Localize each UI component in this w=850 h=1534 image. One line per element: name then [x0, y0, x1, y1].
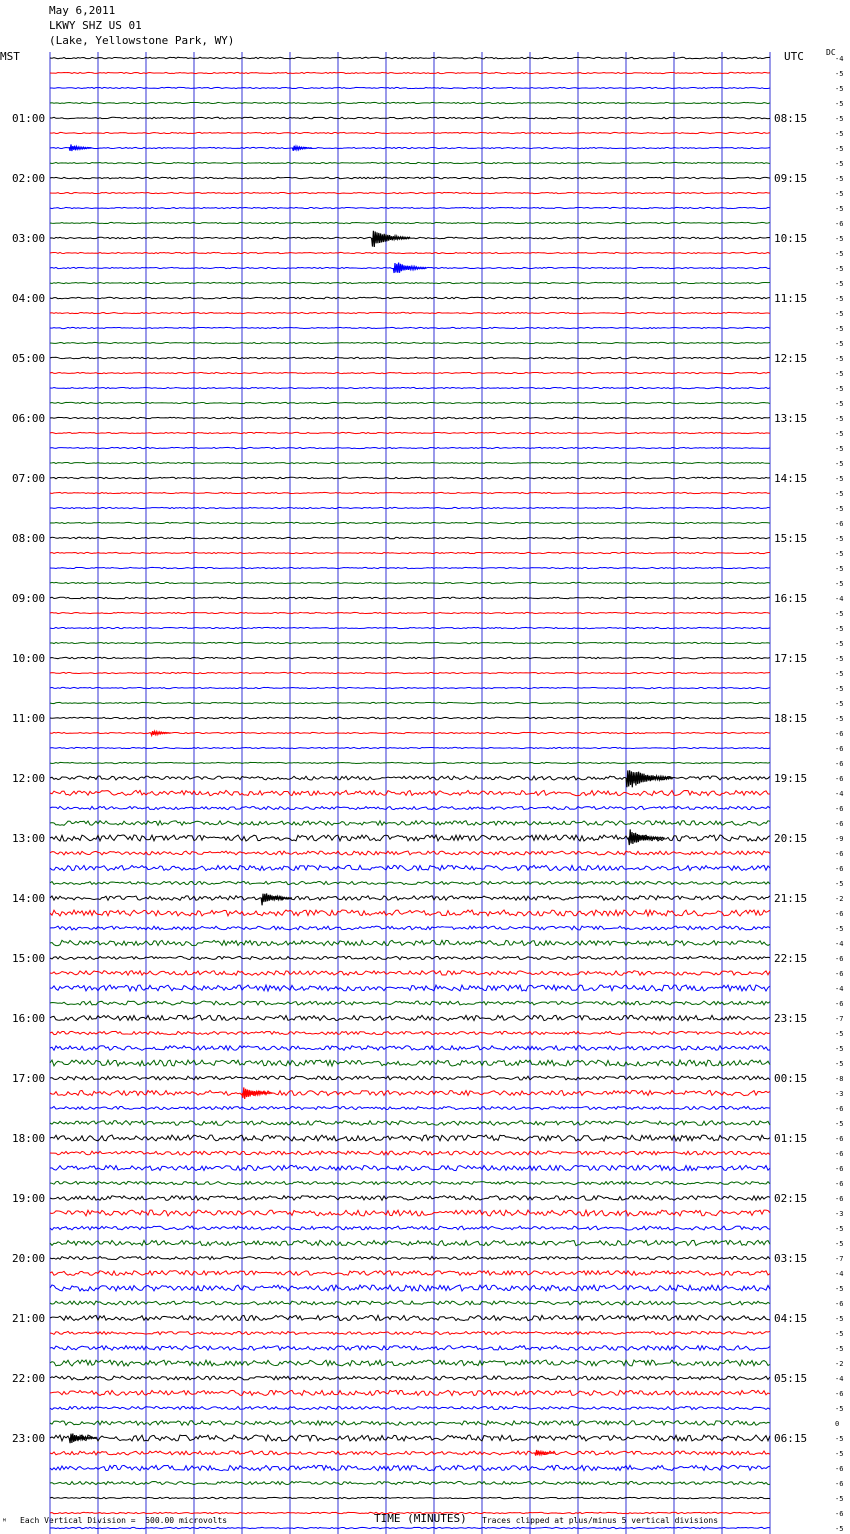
dc-offset-label: -5 — [835, 1225, 844, 1233]
trace-row — [50, 762, 770, 763]
trace-row — [50, 1256, 770, 1259]
trace-row — [50, 132, 770, 133]
dc-offset-label: -5 — [835, 250, 844, 258]
trace-row — [50, 567, 770, 568]
right-hour-label: 09:15 — [774, 172, 808, 185]
dc-offset-label: -6 — [835, 910, 844, 918]
trace-row — [50, 1481, 770, 1484]
dc-offset-label: -6 — [835, 1180, 844, 1188]
left-hour-label: 23:00 — [12, 1432, 46, 1445]
dc-offset-label: -6 — [835, 1510, 844, 1518]
left-hour-label: 16:00 — [12, 1012, 46, 1025]
trace-row — [50, 657, 770, 659]
right-hour-label: 08:15 — [774, 112, 808, 125]
dc-offset-label: -5 — [835, 1060, 844, 1068]
trace-row — [50, 372, 770, 373]
dc-offset-label: -5 — [835, 1120, 844, 1128]
dc-offset-label: -5 — [835, 1330, 844, 1338]
dc-offset-label: -6 — [835, 820, 844, 828]
trace-row — [50, 102, 770, 103]
trace-row — [50, 747, 770, 748]
dc-offset-label: -5 — [835, 610, 844, 618]
division-note: Each Vertical Division = 500.00 microvolts — [20, 1516, 228, 1525]
dc-offset-label: -6 — [835, 970, 844, 978]
dc-offset-label: -5 — [835, 355, 844, 363]
dc-offset-label: -6 — [835, 520, 844, 528]
dc-offset-label: -6 — [835, 745, 844, 753]
trace-row — [50, 672, 770, 673]
event-trace — [628, 829, 664, 845]
trace-row — [50, 1121, 770, 1126]
trace-row — [50, 1390, 770, 1395]
trace-row — [50, 910, 770, 916]
trace-row — [50, 1271, 770, 1276]
dc-offset-label: -4 — [835, 790, 844, 798]
dc-offset-label: -6 — [835, 1150, 844, 1158]
dc-offset-label: -5 — [835, 145, 844, 153]
trace-row — [50, 926, 770, 930]
dc-offset-label: -7 — [835, 1255, 844, 1263]
dc-offset-label: -5 — [835, 550, 844, 558]
trace-row — [50, 357, 770, 359]
trace-row — [50, 1151, 770, 1155]
left-hour-label: 19:00 — [12, 1192, 46, 1205]
dc-offset-label: -6 — [835, 1195, 844, 1203]
dc-offset-label: -5 — [835, 190, 844, 198]
trace-row — [50, 432, 770, 433]
trace-row — [50, 1331, 770, 1334]
trace-row — [50, 1406, 770, 1409]
trace-row — [50, 1451, 770, 1455]
dc-offset-label: -5 — [835, 1045, 844, 1053]
dc-offset-label: -6 — [835, 1465, 844, 1473]
trace-row — [50, 147, 770, 148]
trace-row — [50, 1106, 770, 1109]
dc-offset-label: -5 — [835, 130, 844, 138]
dc-offset-label: -5 — [835, 175, 844, 183]
right-hour-label: 03:15 — [774, 1252, 808, 1265]
trace-row — [50, 387, 770, 388]
event-trace — [242, 1087, 273, 1099]
dc-offset-label: -6 — [835, 850, 844, 858]
dc-offset-label: -5 — [835, 535, 844, 543]
right-hour-label: 12:15 — [774, 352, 808, 365]
right-hour-label: 23:15 — [774, 1012, 808, 1025]
dc-offset-label: -7 — [835, 1015, 844, 1023]
event-trace — [69, 145, 92, 152]
dc-offset-label: -6 — [835, 220, 844, 228]
right-hour-label: 17:15 — [774, 652, 808, 665]
trace-row — [50, 57, 770, 59]
dc-offset-label: -6 — [835, 775, 844, 783]
trace-row — [50, 522, 770, 523]
trace-row — [50, 402, 770, 403]
right-hour-label: 10:15 — [774, 232, 808, 245]
right-hour-label: 20:15 — [774, 832, 808, 845]
dc-offset-label: -6 — [835, 865, 844, 873]
trace-row — [50, 1046, 770, 1051]
trace-row — [50, 417, 770, 419]
left-hour-label: 20:00 — [12, 1252, 46, 1265]
dc-offset-label: -5 — [835, 1525, 844, 1533]
right-hour-label: 19:15 — [774, 772, 808, 785]
trace-row — [50, 177, 770, 179]
left-hour-label: 17:00 — [12, 1072, 46, 1085]
left-hour-label: 22:00 — [12, 1372, 46, 1385]
dc-label: DC — [826, 48, 836, 57]
trace-row — [50, 702, 770, 703]
dc-offset-label: -5 — [835, 625, 844, 633]
trace-row — [50, 790, 770, 795]
dc-offset-label: -6 — [835, 760, 844, 768]
trace-row — [50, 1135, 770, 1141]
trace-row — [50, 537, 770, 539]
right-zone-label: UTC — [784, 50, 804, 63]
trace-row — [50, 642, 770, 643]
dc-offset-label: -6 — [835, 1165, 844, 1173]
right-hour-label: 11:15 — [774, 292, 808, 305]
dc-offset-label: -6 — [835, 955, 844, 963]
dc-offset-label: -5 — [835, 1315, 844, 1323]
dc-offset-label: -5 — [835, 100, 844, 108]
trace-row — [50, 162, 770, 163]
trace-row — [50, 971, 770, 976]
trace-row — [50, 612, 770, 613]
corner-mark: ᴹ — [2, 1517, 7, 1526]
dc-offset-label: -5 — [835, 85, 844, 93]
trace-row — [50, 1497, 770, 1498]
right-hour-label: 05:15 — [774, 1372, 808, 1385]
dc-offset-label: -2 — [835, 1360, 844, 1368]
trace-row — [50, 1512, 770, 1513]
dc-offset-label: -5 — [835, 1240, 844, 1248]
trace-row — [50, 881, 770, 884]
trace-row — [50, 985, 770, 991]
event-trace — [535, 1450, 555, 1456]
left-hour-label: 05:00 — [12, 352, 46, 365]
dc-offset-label: -5 — [835, 415, 844, 423]
event-trace — [292, 146, 312, 151]
dc-offset-label: -2 — [835, 895, 844, 903]
trace-row — [50, 72, 770, 73]
event-trace — [626, 770, 673, 787]
trace-row — [50, 1315, 770, 1320]
x-axis-label: TIME (MINUTES) — [374, 1512, 467, 1525]
trace-row — [50, 1435, 770, 1441]
trace-row — [50, 447, 770, 448]
dc-offset-label: -5 — [835, 490, 844, 498]
left-zone-label: MST — [0, 50, 20, 63]
dc-offset-label: -3 — [835, 1210, 844, 1218]
trace-row — [50, 1360, 770, 1366]
right-hour-label: 02:15 — [774, 1192, 808, 1205]
left-hour-label: 11:00 — [12, 712, 46, 725]
trace-row — [50, 687, 770, 688]
trace-row — [50, 597, 770, 599]
dc-offset-label: -3 — [835, 1090, 844, 1098]
event-trace — [393, 263, 426, 274]
event-trace — [261, 893, 292, 905]
right-hour-label: 01:15 — [774, 1132, 808, 1145]
dc-offset-label: 0 — [835, 1420, 840, 1428]
dc-offset-label: -5 — [835, 265, 844, 273]
trace-row — [50, 1076, 770, 1080]
dc-offset-label: -5 — [835, 445, 844, 453]
trace-row — [50, 851, 770, 855]
trace-row — [50, 222, 770, 223]
dc-offset-label: -9 — [835, 835, 844, 843]
dc-offset-label: -5 — [835, 505, 844, 513]
left-hour-label: 04:00 — [12, 292, 46, 305]
left-hour-label: 18:00 — [12, 1132, 46, 1145]
trace-row — [50, 1181, 770, 1184]
trace-row — [50, 252, 770, 253]
trace-row — [50, 1031, 770, 1034]
dc-offset-label: -5 — [835, 115, 844, 123]
trace-row — [50, 117, 770, 119]
dc-offset-label: -5 — [835, 715, 844, 723]
dc-offset-label: -4 — [835, 595, 844, 603]
dc-offset-label: -6 — [835, 1000, 844, 1008]
dc-offset-label: -6 — [835, 1480, 844, 1488]
trace-row — [50, 896, 770, 901]
dc-offset-label: -4 — [835, 985, 844, 993]
dc-offset-label: -4 — [835, 55, 844, 63]
trace-row — [50, 1527, 770, 1528]
dc-offset-label: -5 — [835, 880, 844, 888]
right-hour-label: 22:15 — [774, 952, 808, 965]
right-hour-label: 13:15 — [774, 412, 808, 425]
trace-row — [50, 507, 770, 508]
dc-offset-label: -5 — [835, 205, 844, 213]
trace-row — [50, 1421, 770, 1426]
dc-offset-label: -5 — [835, 1285, 844, 1293]
trace-row — [50, 1465, 770, 1470]
left-hour-label: 07:00 — [12, 472, 46, 485]
trace-row — [50, 462, 770, 463]
left-hour-label: 10:00 — [12, 652, 46, 665]
dc-offset-label: -4 — [835, 1270, 844, 1278]
dc-offset-label: -4 — [835, 940, 844, 948]
trace-row — [50, 87, 770, 88]
dc-offset-label: -5 — [835, 235, 844, 243]
header-date: May 6,2011 — [49, 4, 116, 17]
trace-row — [50, 1165, 770, 1170]
trace-row — [50, 297, 770, 299]
trace-row — [50, 1226, 770, 1230]
trace-row — [50, 1001, 770, 1005]
dc-offset-label: -6 — [835, 1390, 844, 1398]
left-hour-label: 14:00 — [12, 892, 46, 905]
left-hour-label: 08:00 — [12, 532, 46, 545]
dc-offset-label: -5 — [835, 370, 844, 378]
dc-offset-label: -5 — [835, 1030, 844, 1038]
dc-offset-label: -5 — [835, 160, 844, 168]
dc-offset-label: -5 — [835, 460, 844, 468]
clip-note: Traces clipped at plus/minus 5 vertical divisions — [482, 1516, 719, 1525]
trace-row — [50, 327, 770, 328]
trace-row — [50, 865, 770, 870]
dc-offset-label: -5 — [835, 400, 844, 408]
trace-row — [50, 552, 770, 553]
dc-offset-label: -5 — [835, 640, 844, 648]
event-trace — [69, 1434, 97, 1444]
dc-offset-label: -5 — [835, 580, 844, 588]
dc-offset-label: -6 — [835, 1105, 844, 1113]
event-trace — [372, 231, 411, 247]
header-station: LKWY SHZ US 01 — [49, 19, 142, 32]
header-location: (Lake, Yellowstone Park, WY) — [49, 34, 235, 47]
left-hour-label: 03:00 — [12, 232, 46, 245]
trace-row — [50, 342, 770, 343]
dc-offset-label: -6 — [835, 1135, 844, 1143]
trace-row — [50, 1240, 770, 1245]
trace-row — [50, 1376, 770, 1380]
dc-offset-label: -5 — [835, 310, 844, 318]
dc-offset-label: -6 — [835, 730, 844, 738]
trace-row — [50, 282, 770, 283]
trace-row — [50, 1346, 770, 1351]
trace-row — [50, 1285, 770, 1291]
dc-offset-label: -5 — [835, 925, 844, 933]
dc-offset-label: -4 — [835, 1375, 844, 1383]
right-hour-label: 14:15 — [774, 472, 808, 485]
dc-offset-label: -5 — [835, 430, 844, 438]
trace-row — [50, 627, 770, 628]
dc-offset-label: -5 — [835, 700, 844, 708]
left-hour-label: 13:00 — [12, 832, 46, 845]
right-hour-label: 21:15 — [774, 892, 808, 905]
trace-row — [50, 1090, 770, 1095]
right-hour-label: 04:15 — [774, 1312, 808, 1325]
left-hour-label: 09:00 — [12, 592, 46, 605]
right-hour-label: 18:15 — [774, 712, 808, 725]
dc-offset-label: -5 — [835, 385, 844, 393]
trace-row — [50, 821, 770, 826]
trace-row — [50, 1196, 770, 1201]
trace-row — [50, 1060, 770, 1066]
dc-offset-label: -5 — [835, 475, 844, 483]
left-hour-label: 21:00 — [12, 1312, 46, 1325]
dc-offset-label: -5 — [835, 295, 844, 303]
trace-row — [50, 192, 770, 193]
trace-row — [50, 312, 770, 313]
dc-offset-label: -5 — [835, 565, 844, 573]
left-hour-label: 15:00 — [12, 952, 46, 965]
dc-offset-label: -5 — [835, 685, 844, 693]
trace-row — [50, 207, 770, 208]
dc-offset-label: -5 — [835, 670, 844, 678]
right-hour-label: 15:15 — [774, 532, 808, 545]
trace-row — [50, 940, 770, 945]
trace-row — [50, 492, 770, 493]
trace-row — [50, 717, 770, 719]
dc-offset-label: -5 — [835, 1345, 844, 1353]
dc-offset-label: -5 — [835, 325, 844, 333]
dc-offset-label: -5 — [835, 340, 844, 348]
trace-row — [50, 806, 770, 809]
trace-row — [50, 1210, 770, 1216]
left-hour-label: 02:00 — [12, 172, 46, 185]
trace-row — [50, 477, 770, 479]
left-hour-label: 01:00 — [12, 112, 46, 125]
dc-offset-label: -6 — [835, 1300, 844, 1308]
right-hour-label: 00:15 — [774, 1072, 808, 1085]
trace-row — [50, 1015, 770, 1020]
left-hour-label: 06:00 — [12, 412, 46, 425]
dc-offset-label: -5 — [835, 1405, 844, 1413]
event-trace — [151, 731, 171, 735]
dc-offset-label: -5 — [835, 1450, 844, 1458]
trace-row — [50, 582, 770, 583]
dc-offset-label: -5 — [835, 1495, 844, 1503]
trace-row — [50, 1301, 770, 1305]
dc-offset-label: -5 — [835, 1435, 844, 1443]
right-hour-label: 16:15 — [774, 592, 808, 605]
left-hour-label: 12:00 — [12, 772, 46, 785]
dc-offset-label: -8 — [835, 1075, 844, 1083]
dc-offset-label: -5 — [835, 655, 844, 663]
dc-offset-label: -6 — [835, 805, 844, 813]
right-hour-label: 06:15 — [774, 1432, 808, 1445]
trace-row — [50, 956, 770, 959]
dc-offset-label: -5 — [835, 280, 844, 288]
dc-offset-label: -5 — [835, 70, 844, 78]
